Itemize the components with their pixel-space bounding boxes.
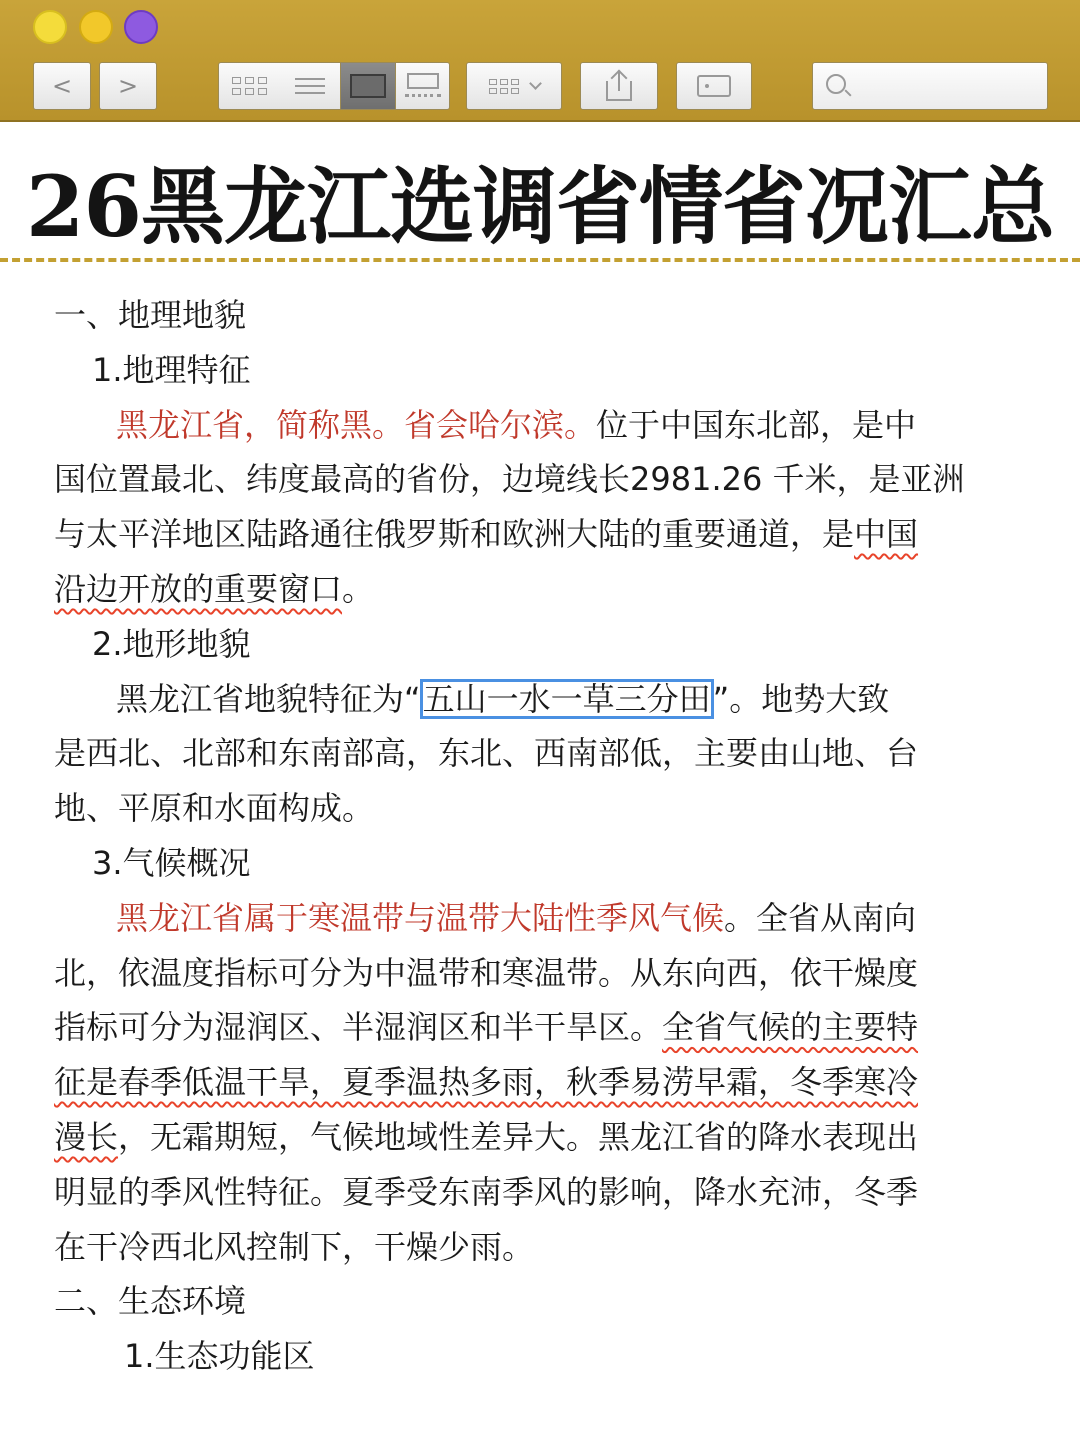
paragraph-line: 国位置最北、纬度最高的省份，边境线长2981.26 千米，是亚洲	[54, 460, 965, 499]
title-divider	[0, 258, 1080, 262]
chevron-down-icon	[529, 77, 542, 90]
search-input[interactable]	[812, 62, 1048, 110]
body-text: 与太平洋地区陆路通往俄罗斯和欧洲大陆的重要通道，是	[54, 515, 855, 554]
paragraph-line	[54, 672, 1030, 727]
body-text: ，无霜期短，气候地域性差异大。黑龙江省的降水表现出	[118, 1117, 919, 1156]
window-minimize-button[interactable]	[79, 10, 113, 44]
icon-view-button[interactable]	[218, 62, 280, 110]
paragraph-line: 北，依温度指标可分为中温带和寒温带。从东向西，依干燥度	[54, 953, 919, 992]
window-zoom-button[interactable]	[124, 10, 158, 44]
coverflow-view-button[interactable]	[396, 62, 450, 110]
list-view-icon	[295, 78, 325, 94]
underlined-text: 沿边开放的重要窗口	[54, 569, 343, 608]
tag-icon	[697, 75, 731, 97]
search-icon	[826, 74, 846, 94]
underlined-text: 征是春季低温干旱，夏季温热多雨，秋季易涝早霜，冬季寒冷	[54, 1063, 919, 1102]
list-view-button[interactable]	[280, 62, 340, 110]
section-heading: 一、地理地貌	[54, 296, 247, 334]
paragraph-line	[54, 891, 1030, 946]
paragraph-line: 在干冷西北风控制下，干燥少雨。	[54, 1227, 535, 1266]
body-text: 黑龙江省地貌特征为“	[116, 679, 421, 718]
share-icon	[606, 71, 632, 101]
back-chevron-icon: <	[51, 72, 73, 100]
share-button[interactable]	[580, 62, 658, 110]
subsection-heading: 1.地理特征	[92, 350, 251, 389]
section-heading: 二、生态环境	[54, 1282, 247, 1321]
window-close-button[interactable]	[33, 10, 67, 44]
highlight-text: 黑龙江省属于寒温带与温带大陆性季风气候	[116, 898, 725, 937]
underlined-text: 漫长	[54, 1117, 119, 1156]
paragraph-line	[54, 1000, 1030, 1055]
tag-button[interactable]	[676, 62, 752, 110]
body-text: 。	[342, 569, 375, 608]
subsection-heading: 1.生态功能区	[124, 1337, 315, 1376]
underlined-text: 中国	[854, 515, 919, 554]
window-toolbar	[0, 0, 1080, 122]
forward-chevron-icon: >	[117, 72, 139, 100]
paragraph-line	[54, 562, 1030, 617]
document-body	[54, 288, 1030, 1384]
paragraph-line	[54, 1110, 1030, 1165]
paragraph-line	[54, 1055, 1030, 1110]
page-title: 26黑龙江选调省情省况汇总	[26, 157, 1054, 256]
cover-view-icon	[350, 74, 386, 98]
arrange-icon	[489, 79, 540, 94]
paragraph-line	[54, 398, 1030, 453]
subsection-heading: 2.地形地貌	[92, 624, 251, 663]
paragraph-line: 明显的季风性特征。夏季受东南季风的影响，降水充沛，冬季	[54, 1172, 919, 1211]
body-text: 。全省从南向	[724, 898, 917, 937]
body-text: 位于中国东北部，是中	[596, 405, 917, 444]
back-button[interactable]	[33, 62, 91, 110]
cover-view-button[interactable]	[340, 62, 396, 110]
body-text: ”。地势大致	[712, 679, 890, 718]
subsection-heading: 3.气候概况	[92, 843, 251, 882]
arrange-button[interactable]	[466, 62, 562, 110]
forward-button[interactable]	[99, 62, 157, 110]
paragraph-line: 地、平原和水面构成。	[54, 789, 375, 828]
paragraph-line	[54, 507, 1030, 562]
body-text: 指标可分为湿润区、半湿润区和半干旱区。	[54, 1008, 663, 1047]
paragraph-line: 是西北、北部和东南部高，东北、西南部低，主要由山地、台	[54, 734, 919, 773]
highlight-text: 黑龙江省，简称黑。省会哈尔滨。	[116, 405, 597, 444]
boxed-text: 五山一水一草三分田	[422, 679, 711, 718]
icon-view-icon	[232, 77, 267, 95]
underlined-text: 全省气候的主要特	[662, 1008, 919, 1047]
coverflow-view-icon	[405, 73, 441, 99]
